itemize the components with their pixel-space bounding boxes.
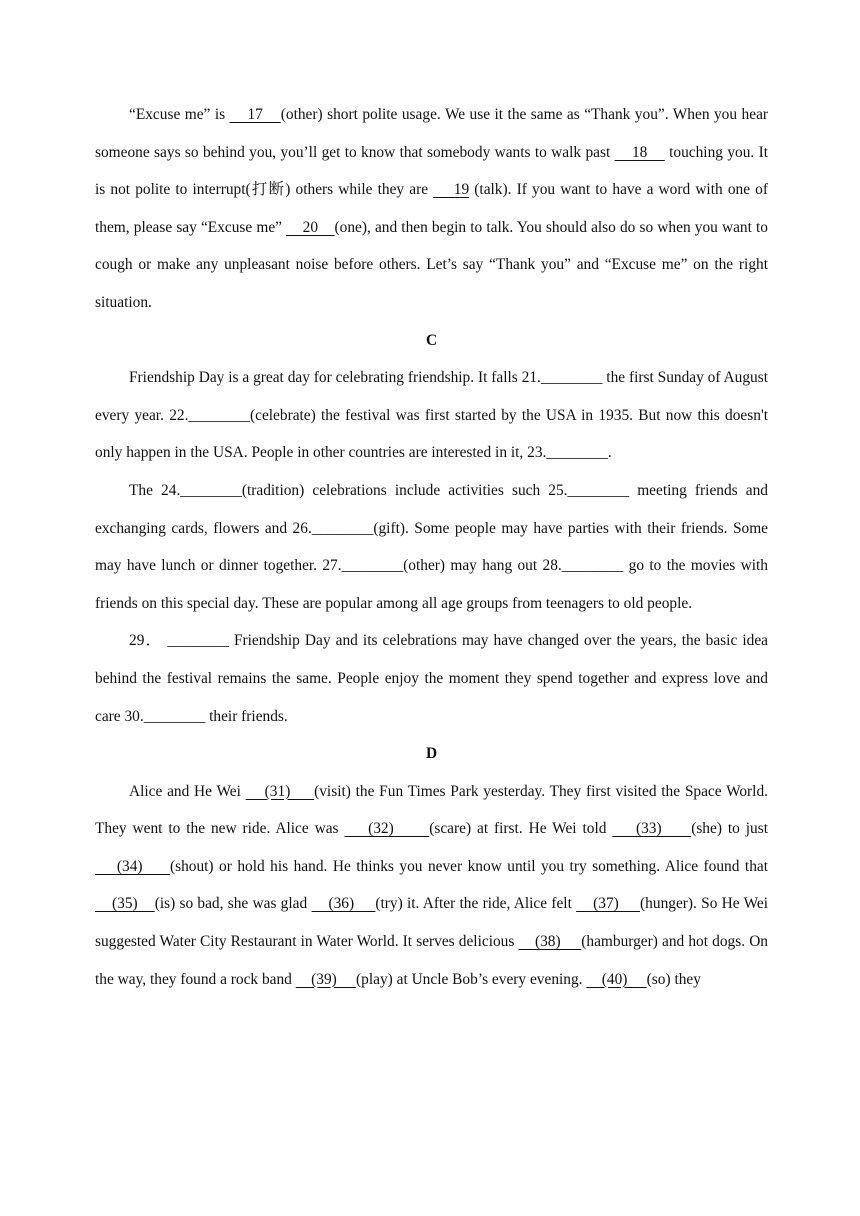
blank-40: (40) bbox=[586, 970, 647, 988]
blank-38: (38) bbox=[518, 933, 582, 951]
text-segment: (she) to just bbox=[691, 820, 768, 838]
blank-33: (33) bbox=[612, 820, 692, 838]
blank-19: 19 bbox=[433, 181, 470, 199]
passage-c-paragraph-1: Friendship Day is a great day for celebrating friendship. It falls 21.________ the first Sunday of August every year. 22.________(celebrate) the festival was first started by the USA in 1935. But now this doesn't only happen in the USA. People in other countries are interested in it, 23.________. bbox=[95, 369, 768, 462]
blank-20: 20 bbox=[286, 218, 335, 236]
text-segment: “Excuse me” is bbox=[129, 106, 230, 123]
text-segment: Alice and He Wei bbox=[129, 782, 246, 800]
text-segment: (other) short polite usage. We use it the same as “Thank you”. When you hear someone says so behind you, you’ll get to know that somebody wants to walk past bbox=[95, 106, 769, 161]
passage-b-paragraph bbox=[95, 96, 768, 322]
text-segment: (hunger). So He Wei suggested Water City Restaurant in Water World. It serves delicious bbox=[95, 895, 768, 951]
blank-36: (36) bbox=[311, 895, 376, 913]
blank-31: (31) bbox=[245, 782, 315, 800]
text-segment: (play) at Uncle Bob’s every evening. bbox=[356, 970, 587, 988]
blank-37: (37) bbox=[576, 895, 641, 913]
text-segment: touching you. It is not polite to interrupt(打断) others while they are bbox=[95, 143, 768, 199]
document-page bbox=[95, 96, 768, 998]
passage-c-paragraph-2: The 24.________(tradition) celebrations include activities such 25.________ meeting friends and exchanging cards, flowers and 26.________(gift). Some people may have parties with their friends. Some may have lunch or dinner together. 27.________(other) may hang out 28.________ go to the movies with friends on this special day. These are popular among all age groups from teenagers to old people. bbox=[95, 481, 768, 612]
blank-17: 17 bbox=[229, 106, 281, 123]
text-segment: (hamburger) and hot dogs. On the way, they found a rock band bbox=[95, 933, 769, 988]
blank-18: 18 bbox=[614, 143, 665, 161]
blank-34: (34) bbox=[95, 857, 170, 875]
text-segment: (shout) or hold his hand. He thinks you never know until you try something. Alice found that bbox=[169, 857, 768, 875]
section-heading-d: D bbox=[425, 745, 438, 763]
blank-39: (39) bbox=[295, 970, 357, 988]
text-segment: (so) they bbox=[646, 970, 701, 988]
passage-d-paragraph bbox=[95, 773, 768, 999]
text-segment: (one), and then begin to talk. You should also do so when you want to cough or make any unpleasant noise before others. Let’s say “Thank you” and “Excuse me” on the right situation. bbox=[95, 218, 768, 311]
text-segment: (scare) at first. He Wei told bbox=[429, 820, 613, 838]
section-heading-c: C bbox=[425, 331, 438, 349]
text-segment: (talk). If you want to have a word with one of them, please say “Excuse me” bbox=[95, 181, 769, 236]
text-segment: (try) it. After the ride, Alice felt bbox=[375, 895, 577, 913]
passage-c-paragraph-3: 29． ________ Friendship Day and its celebrations may have changed over the years, the basic idea behind the festival remains the same. People enjoy the moment they spend together and express love and care 30.________ their friends. bbox=[95, 632, 768, 725]
blank-35: (35) bbox=[95, 895, 155, 913]
text-segment: (visit) the Fun Times Park yesterday. They first visited the Space World. They went to the new ride. Alice was bbox=[95, 782, 768, 838]
blank-32: (32) bbox=[344, 820, 430, 838]
text-segment: (is) so bad, she was glad bbox=[154, 895, 312, 913]
